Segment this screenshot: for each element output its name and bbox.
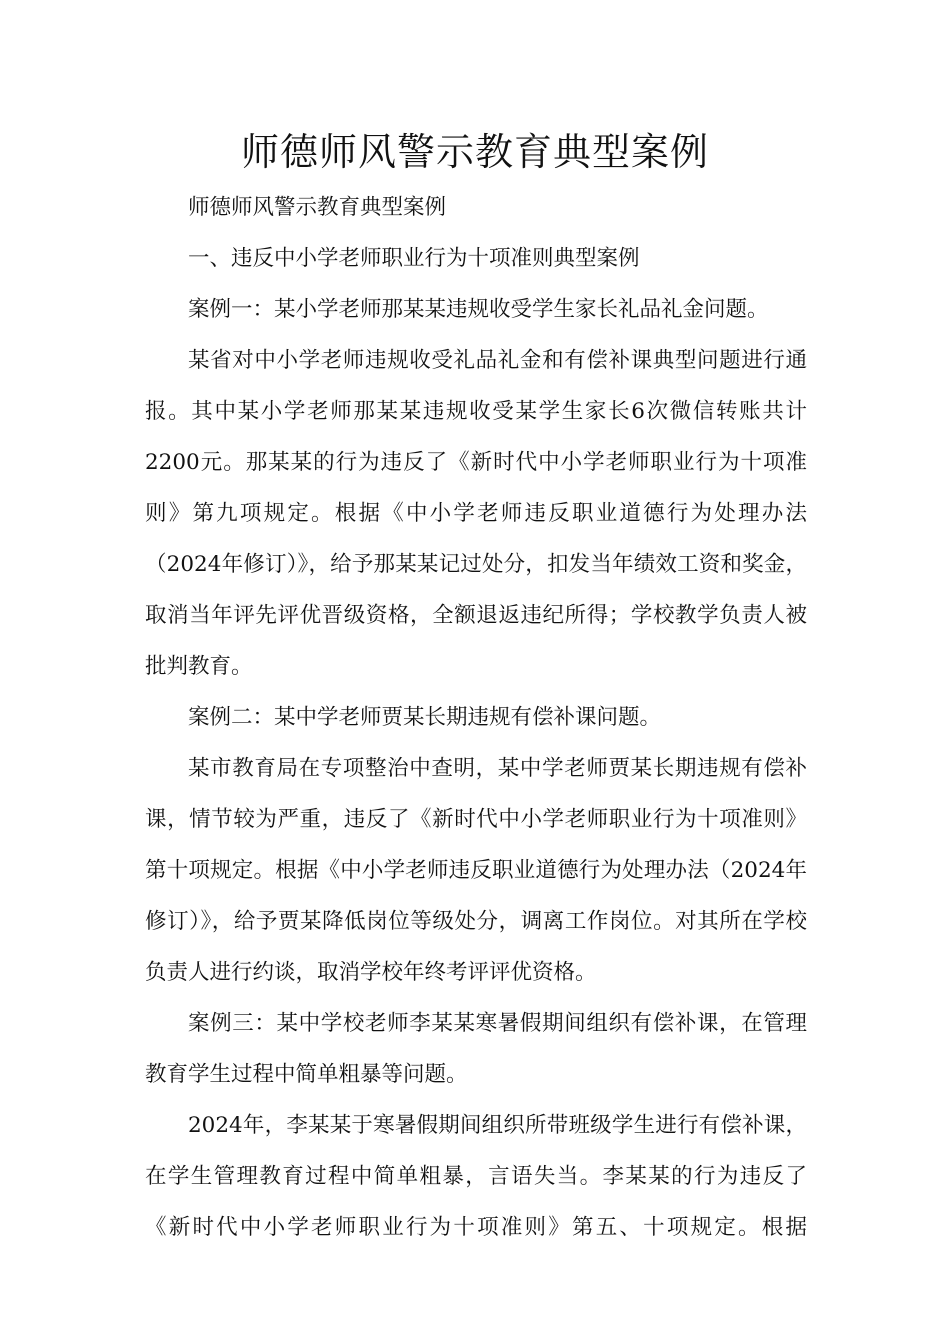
case-three-body: 2024年，李某某于寒暑假期间组织所带班级学生进行有偿补课，在学生管理教育过程中简单粗暴，言语失当。李某某的行为违反了《新时代中小学老师职业行为十项准则》第五、十项规定。根据 bbox=[145, 1113, 807, 1240]
case-three-heading: 案例三：某中学校老师李某某寒暑假期间组织有偿补课，在管理教育学生过程中简单粗暴等问题。 bbox=[145, 1011, 807, 1087]
case-one-body: 某省对中小学老师违规收受礼品礼金和有偿补课典型问题进行通报。其中某小学老师那某某违规收受某学生家长6次微信转账共计2200元。那某某的行为违反了《新时代中小学老师职业行为十项准则》第九项规定。根据《中小学老师违反职业道德行为处理办法（2024年修订）》，给予那某某记过处分，扣发当年绩效工资和奖金，取消当年评先评优晋级资格，全额退返违纪所得；学校教学负责人被批判教育。 bbox=[145, 348, 807, 679]
document-body bbox=[145, 182, 807, 1253]
section-heading: 一、违反中小学老师职业行为十项准则典型案例 bbox=[188, 246, 640, 271]
case-two-heading: 案例二：某中学老师贾某长期违规有偿补课问题。 bbox=[188, 705, 662, 730]
case-one-heading: 案例一：某小学老师那某某违规收受学生家长礼品礼金问题。 bbox=[188, 297, 769, 322]
subtitle-paragraph: 师德师风警示教育典型案例 bbox=[188, 195, 447, 220]
case-two-body: 某市教育局在专项整治中查明，某中学老师贾某长期违规有偿补课，情节较为严重，违反了《新时代中小学老师职业行为十项准则》第十项规定。根据《中小学老师违反职业道德行为处理办法（2024年修订）》，给予贾某降低岗位等级处分，调离工作岗位。对其所在学校负责人进行约谈，取消学校年终考评评优资格。 bbox=[145, 756, 807, 985]
document-title: 师德师风警示教育典型案例 bbox=[240, 130, 709, 174]
